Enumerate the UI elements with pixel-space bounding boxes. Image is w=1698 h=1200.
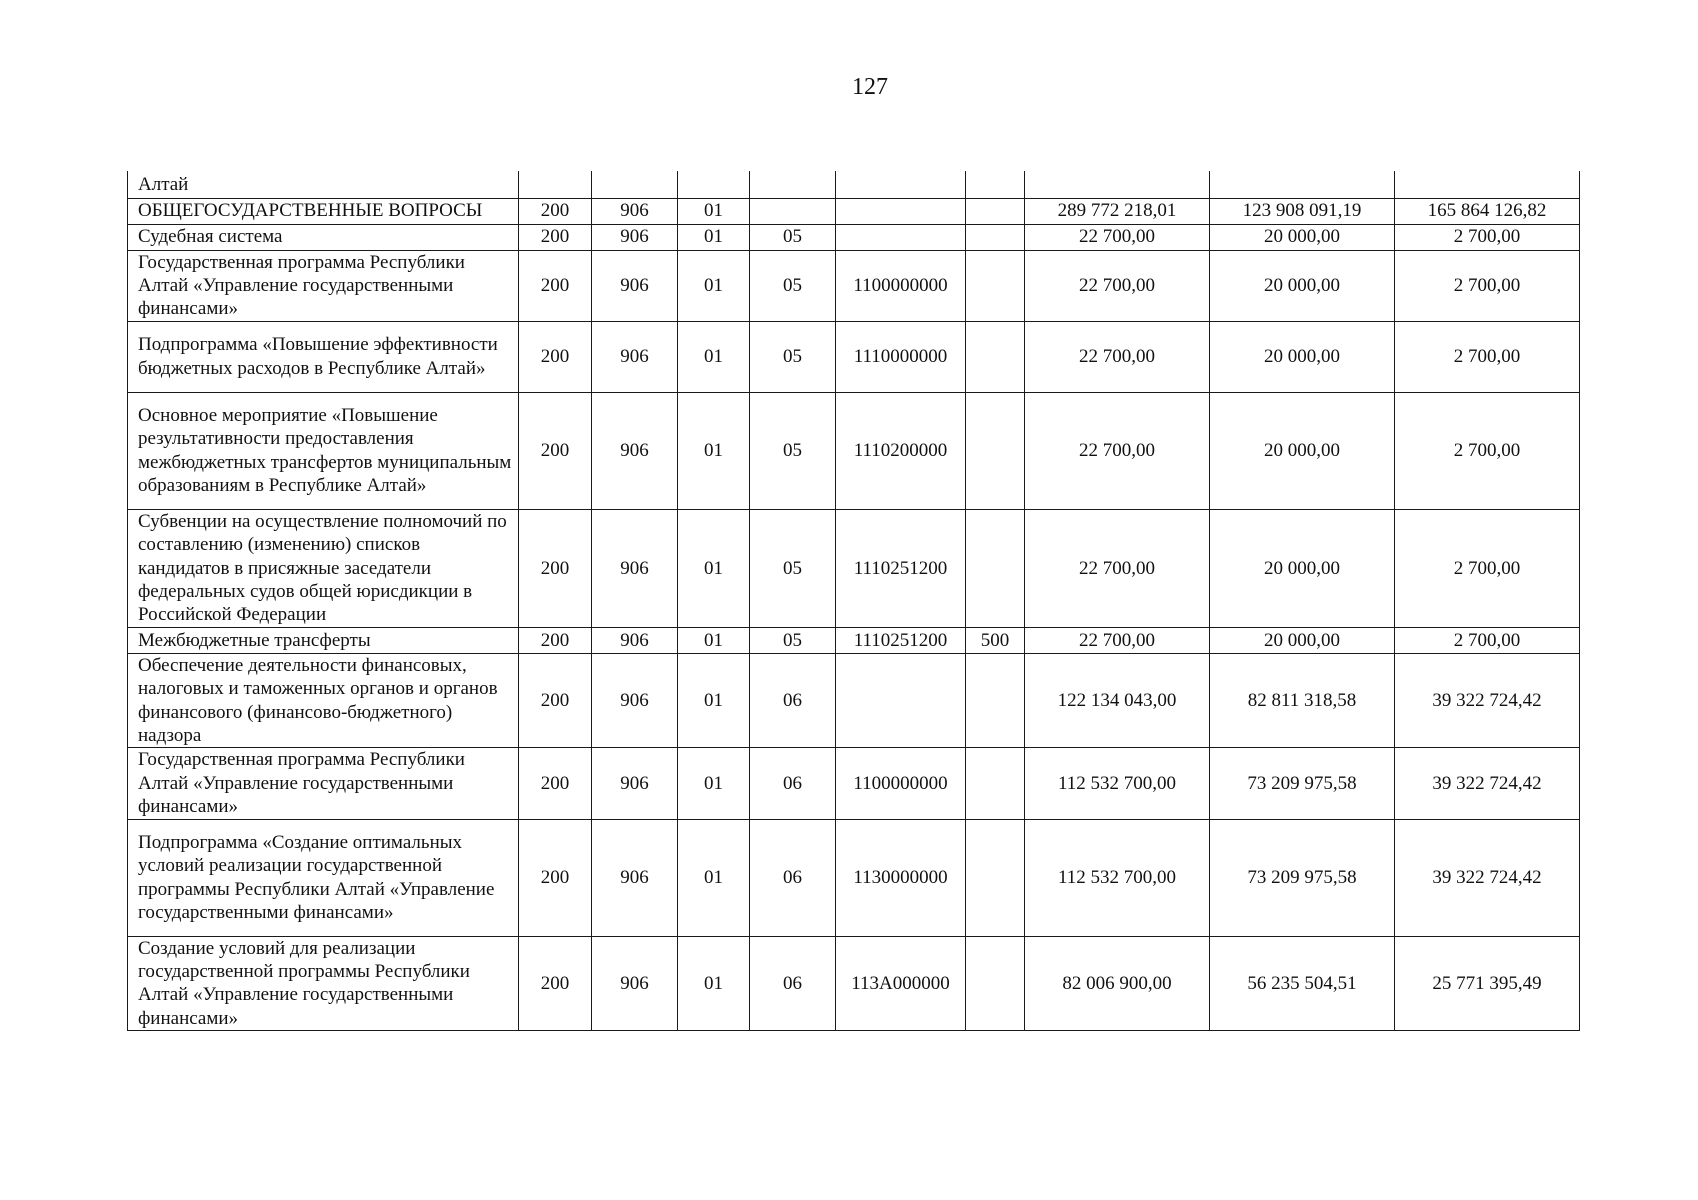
row-value-cell-7: 289 772 218,01 (1025, 198, 1210, 224)
row-name-cell: Подпрограмма «Создание оптимальных условий реализации государственной программы Республики Алтай «Управление государственными финансами» (128, 819, 519, 936)
budget-table (127, 171, 1580, 1031)
row-name-cell: Создание условий для реализации государственной программы Республики Алтай «Управление государственными финансами» (128, 936, 519, 1031)
table-row (128, 627, 1580, 653)
row-value-cell-8: 82 811 318,58 (1210, 653, 1395, 748)
row-value-cell-1: 200 (519, 748, 592, 819)
table-row (128, 198, 1580, 224)
row-value-cell-3: 01 (678, 627, 750, 653)
row-value-cell-1: 200 (519, 653, 592, 748)
row-value-cell-6 (966, 321, 1025, 392)
row-value-cell-6 (966, 748, 1025, 819)
row-name-cell: Государственная программа Республики Алтай «Управление государственными финансами» (128, 250, 519, 321)
row-value-cell-5 (836, 224, 966, 250)
row-value-cell-6 (966, 250, 1025, 321)
row-value-cell-3: 01 (678, 748, 750, 819)
row-value-cell-4 (750, 171, 836, 198)
row-value-cell-4: 05 (750, 321, 836, 392)
table-row (128, 392, 1580, 509)
row-value-cell-2: 906 (592, 748, 678, 819)
row-value-cell-9: 2 700,00 (1395, 224, 1580, 250)
row-value-cell-3: 01 (678, 321, 750, 392)
table-row (128, 748, 1580, 819)
row-value-cell-4: 05 (750, 224, 836, 250)
row-value-cell-6 (966, 171, 1025, 198)
row-value-cell-6 (966, 509, 1025, 627)
row-value-cell-4: 06 (750, 936, 836, 1031)
row-value-cell-2: 906 (592, 198, 678, 224)
row-value-cell-8: 20 000,00 (1210, 392, 1395, 509)
row-value-cell-5: 1110200000 (836, 392, 966, 509)
table-row (128, 224, 1580, 250)
row-value-cell-9: 2 700,00 (1395, 509, 1580, 627)
row-value-cell-9: 165 864 126,82 (1395, 198, 1580, 224)
row-value-cell-4: 06 (750, 653, 836, 748)
table-row (128, 250, 1580, 321)
table-row (128, 653, 1580, 748)
row-value-cell-5 (836, 171, 966, 198)
row-value-cell-3: 01 (678, 198, 750, 224)
row-value-cell-9: 25 771 395,49 (1395, 936, 1580, 1031)
row-value-cell-7: 22 700,00 (1025, 509, 1210, 627)
row-value-cell-6 (966, 198, 1025, 224)
table-row (128, 171, 1580, 198)
row-value-cell-2: 906 (592, 653, 678, 748)
row-value-cell-2: 906 (592, 627, 678, 653)
row-value-cell-7: 22 700,00 (1025, 392, 1210, 509)
row-value-cell-2 (592, 171, 678, 198)
row-value-cell-4: 05 (750, 392, 836, 509)
row-value-cell-6 (966, 224, 1025, 250)
row-value-cell-3: 01 (678, 224, 750, 250)
table-row (128, 936, 1580, 1031)
row-value-cell-8: 73 209 975,58 (1210, 748, 1395, 819)
row-value-cell-2: 906 (592, 250, 678, 321)
row-value-cell-9: 2 700,00 (1395, 627, 1580, 653)
row-value-cell-1: 200 (519, 224, 592, 250)
row-value-cell-7: 22 700,00 (1025, 224, 1210, 250)
row-value-cell-1: 200 (519, 392, 592, 509)
row-value-cell-1: 200 (519, 250, 592, 321)
row-value-cell-4: 05 (750, 509, 836, 627)
row-value-cell-8: 56 235 504,51 (1210, 936, 1395, 1031)
row-value-cell-3: 01 (678, 250, 750, 321)
row-value-cell-1: 200 (519, 819, 592, 936)
row-value-cell-6: 500 (966, 627, 1025, 653)
row-value-cell-4: 06 (750, 819, 836, 936)
row-name-cell: Межбюджетные трансферты (128, 627, 519, 653)
row-value-cell-5 (836, 198, 966, 224)
row-value-cell-5: 1100000000 (836, 250, 966, 321)
row-value-cell-3: 01 (678, 936, 750, 1031)
row-value-cell-1: 200 (519, 627, 592, 653)
page-number: 127 (852, 74, 888, 100)
row-value-cell-7: 22 700,00 (1025, 321, 1210, 392)
row-value-cell-7: 112 532 700,00 (1025, 748, 1210, 819)
row-value-cell-2: 906 (592, 936, 678, 1031)
row-value-cell-8: 123 908 091,19 (1210, 198, 1395, 224)
row-value-cell-3: 01 (678, 509, 750, 627)
row-value-cell-3: 01 (678, 653, 750, 748)
row-value-cell-9: 2 700,00 (1395, 321, 1580, 392)
table-body (128, 171, 1580, 1031)
row-value-cell-4: 05 (750, 627, 836, 653)
row-value-cell-5: 1100000000 (836, 748, 966, 819)
row-value-cell-8: 73 209 975,58 (1210, 819, 1395, 936)
row-value-cell-5: 1130000000 (836, 819, 966, 936)
row-value-cell-9: 2 700,00 (1395, 250, 1580, 321)
row-value-cell-1: 200 (519, 198, 592, 224)
row-value-cell-7 (1025, 171, 1210, 198)
row-value-cell-4: 06 (750, 748, 836, 819)
row-value-cell-7: 122 134 043,00 (1025, 653, 1210, 748)
row-name-cell: Подпрограмма «Повышение эффективности бюджетных расходов в Республике Алтай» (128, 321, 519, 392)
row-value-cell-7: 22 700,00 (1025, 250, 1210, 321)
row-value-cell-9: 39 322 724,42 (1395, 748, 1580, 819)
row-value-cell-8: 20 000,00 (1210, 509, 1395, 627)
row-value-cell-2: 906 (592, 321, 678, 392)
row-value-cell-9: 39 322 724,42 (1395, 819, 1580, 936)
row-value-cell-2: 906 (592, 819, 678, 936)
row-value-cell-9: 2 700,00 (1395, 392, 1580, 509)
row-value-cell-5: 1110251200 (836, 509, 966, 627)
row-name-cell: Государственная программа Республики Алтай «Управление государственными финансами» (128, 748, 519, 819)
row-value-cell-7: 22 700,00 (1025, 627, 1210, 653)
row-value-cell-6 (966, 936, 1025, 1031)
row-name-cell: Судебная система (128, 224, 519, 250)
row-value-cell-9: 39 322 724,42 (1395, 653, 1580, 748)
row-value-cell-7: 112 532 700,00 (1025, 819, 1210, 936)
row-value-cell-7: 82 006 900,00 (1025, 936, 1210, 1031)
row-name-cell: Субвенции на осуществление полномочий по составлению (изменению) списков кандидатов в присяжные заседатели федеральных судов общей юрисдикции в Российской Федерации (128, 509, 519, 627)
row-value-cell-3 (678, 171, 750, 198)
row-name-cell: Обеспечение деятельности финансовых, налоговых и таможенных органов и органов финансового (финансово-бюджетного) надзора (128, 653, 519, 748)
row-value-cell-5 (836, 653, 966, 748)
row-value-cell-1: 200 (519, 936, 592, 1031)
row-value-cell-8: 20 000,00 (1210, 627, 1395, 653)
row-value-cell-3: 01 (678, 819, 750, 936)
row-value-cell-5: 1110000000 (836, 321, 966, 392)
row-value-cell-8: 20 000,00 (1210, 250, 1395, 321)
row-name-cell: ОБЩЕГОСУДАРСТВЕННЫЕ ВОПРОСЫ (128, 198, 519, 224)
table-row (128, 321, 1580, 392)
row-value-cell-1 (519, 171, 592, 198)
table-row (128, 509, 1580, 627)
row-value-cell-5: 1110251200 (836, 627, 966, 653)
row-value-cell-6 (966, 819, 1025, 936)
row-value-cell-8: 20 000,00 (1210, 224, 1395, 250)
row-value-cell-3: 01 (678, 392, 750, 509)
row-value-cell-8: 20 000,00 (1210, 321, 1395, 392)
row-value-cell-8 (1210, 171, 1395, 198)
row-value-cell-1: 200 (519, 509, 592, 627)
row-value-cell-6 (966, 653, 1025, 748)
row-value-cell-4 (750, 198, 836, 224)
row-value-cell-5: 113А000000 (836, 936, 966, 1031)
row-value-cell-9 (1395, 171, 1580, 198)
row-value-cell-4: 05 (750, 250, 836, 321)
row-name-cell: Основное мероприятие «Повышение результативности предоставления межбюджетных трансфертов муниципальным образованиям в Республике Алтай» (128, 392, 519, 509)
row-value-cell-1: 200 (519, 321, 592, 392)
row-value-cell-2: 906 (592, 392, 678, 509)
row-value-cell-6 (966, 392, 1025, 509)
table-row (128, 819, 1580, 936)
row-value-cell-2: 906 (592, 509, 678, 627)
row-name-cell: Алтай (128, 171, 519, 198)
row-value-cell-2: 906 (592, 224, 678, 250)
